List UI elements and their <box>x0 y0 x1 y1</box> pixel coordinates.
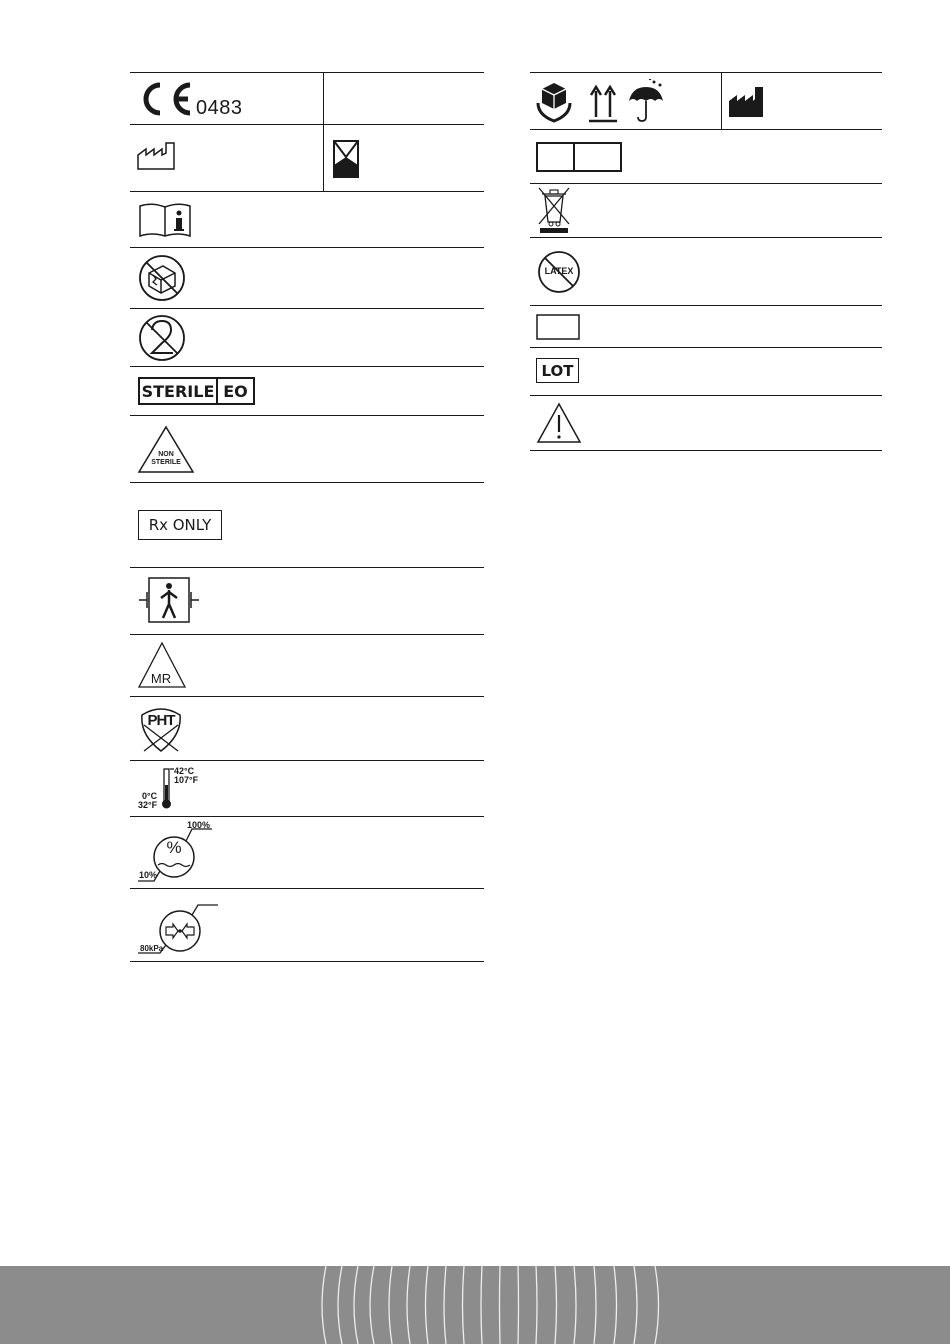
keep-dry-icon <box>626 79 666 123</box>
use-by-date-icon <box>332 139 360 179</box>
row-manufacture-expiry <box>130 124 484 191</box>
row-handling-manufacturer <box>530 72 882 129</box>
non-sterile-triangle-icon <box>136 424 196 476</box>
ce-mark-icon <box>138 81 194 117</box>
temp-low-celsius: 0°C <box>142 791 158 801</box>
row-reference-box <box>530 129 882 183</box>
pressure-low-value: 80kPa <box>140 944 164 953</box>
temp-high-celsius: 42°C <box>174 766 195 776</box>
ce-notified-body-number: 0483 <box>196 97 243 119</box>
row-pht <box>130 696 484 760</box>
row-caution <box>530 395 882 451</box>
row-ce-mark <box>130 72 484 124</box>
manufacturer-icon <box>727 85 767 119</box>
catalogue-number-box-icon <box>536 142 622 172</box>
thermometer-icon <box>160 767 174 811</box>
this-way-up-icon <box>588 83 618 123</box>
row-damaged-package <box>130 247 484 308</box>
row-non-sterile <box>130 415 484 482</box>
symbols-table-right <box>530 72 882 451</box>
caution-warning-icon <box>536 402 582 444</box>
do-not-reuse-icon <box>137 313 187 363</box>
date-of-manufacture-icon <box>136 141 180 171</box>
row-weee <box>530 183 882 237</box>
fragile-handle-with-care-icon <box>536 81 572 123</box>
row-sterile-eo <box>130 366 484 415</box>
weee-crossed-bin-icon <box>536 186 572 234</box>
row-mr <box>130 634 484 696</box>
row-serial-box <box>530 305 882 347</box>
non-sterile-text-bottom: STERILE <box>151 459 181 466</box>
consult-instructions-icon <box>138 202 192 238</box>
eo-label-box: EO <box>216 377 255 405</box>
row-latex-free <box>530 237 882 305</box>
pht-text: PHT <box>147 712 175 729</box>
footer-wave-pattern <box>0 1266 950 1344</box>
row-instructions <box>130 191 484 247</box>
serial-number-box-icon <box>536 314 580 340</box>
row-temperature-limit <box>130 760 484 816</box>
row-rx-only <box>130 482 484 567</box>
type-bf-applied-part-icon <box>137 576 201 626</box>
temp-high-fahrenheit: 107°F <box>174 775 199 785</box>
row-pressure-limit <box>130 888 484 962</box>
row-do-not-reuse <box>130 308 484 366</box>
sterile-label-box: STERILE <box>138 377 218 405</box>
temp-low-fahrenheit: 32°F <box>138 800 158 810</box>
symbols-table-left <box>130 72 484 962</box>
mr-text: MR <box>150 671 172 686</box>
humidity-percent-sign: % <box>166 838 182 857</box>
do-not-use-if-damaged-icon <box>137 253 187 303</box>
rx-only-label-box: Rx ONLY <box>138 510 222 540</box>
humidity-low-value: 10% <box>139 870 158 880</box>
non-sterile-text-top: NON <box>158 451 174 458</box>
row-humidity-limit <box>130 816 484 888</box>
humidity-high-value: 100% <box>187 820 211 830</box>
lot-label-box: LOT <box>536 358 579 383</box>
row-lot <box>530 347 882 395</box>
latex-text: LATEX <box>544 266 574 276</box>
footer-band <box>0 1266 950 1344</box>
row-type-bf <box>130 567 484 634</box>
